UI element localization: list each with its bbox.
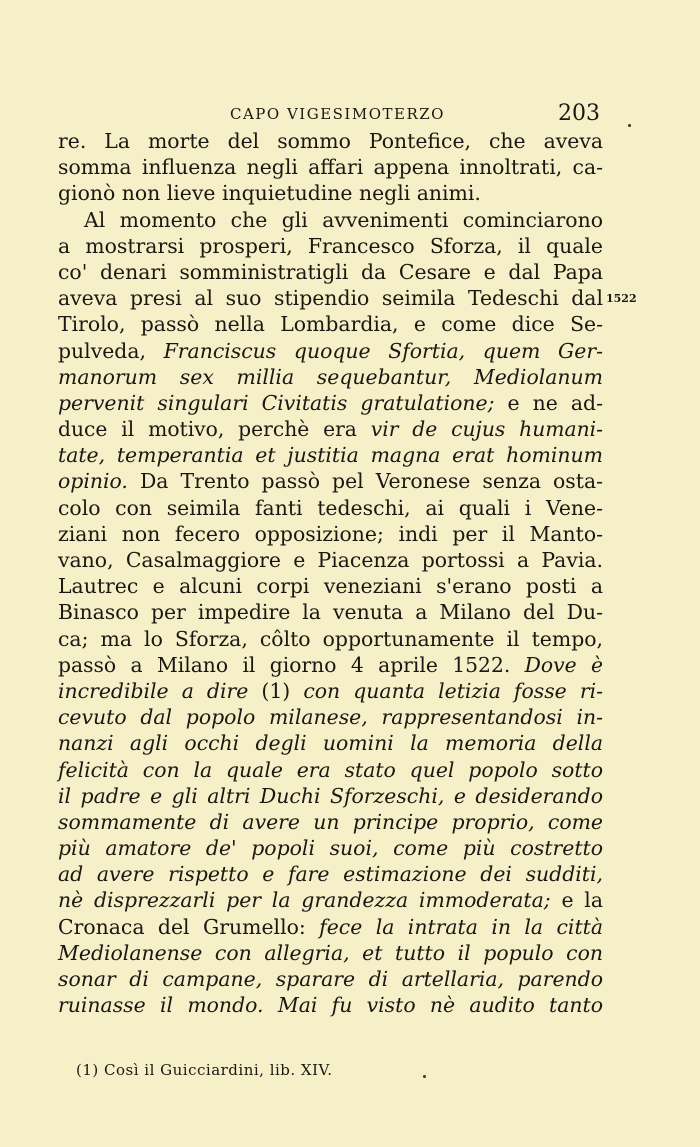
text-run: gionò non lieve inquietudine negli animi. (58, 181, 481, 206)
italic-quote: il padre e gli altri Duchi Sforzeschi, e desiderando (58, 783, 603, 808)
text-line (58, 809, 603, 835)
italic-quote: pervenit singulari Civitatis gratulatione; (58, 390, 495, 415)
text-line (58, 678, 603, 704)
text-line (58, 704, 603, 730)
text-line (58, 887, 603, 913)
text-line (58, 599, 603, 625)
text-run: Tirolo, passò nella Lombardia, e come dice Se- (58, 312, 603, 337)
text-line (58, 364, 603, 390)
text-line (58, 442, 603, 468)
text-line (58, 521, 603, 547)
text-line (58, 338, 603, 364)
text-run: vano, Casalmaggiore e Piacenza portossi a Pavia. (58, 548, 603, 572)
text-line (58, 966, 603, 992)
italic-quote: più amatore de' popoli suoi, come più costretto (58, 836, 603, 861)
text-run: e ne ad- (494, 390, 603, 415)
text-line (58, 861, 603, 887)
italic-quote: nanzi agli occhi degli uomini la memoria della (58, 731, 603, 756)
text-run: Al momento che gli avvenimenti cominciarono (84, 207, 603, 232)
text-run: Binasco per impedire la venuta a Milano del Du- (58, 600, 603, 625)
text-run: somma influenza negli affari appena innoltrati, ca- (58, 155, 603, 180)
text-run: Da Trento passò pel Veronese senza osta- (127, 469, 603, 494)
text-run: a mostrarsi prosperi, Francesco Sforza, il quale (58, 233, 603, 258)
text-line (58, 940, 603, 966)
italic-quote: manorum sex millia sequebantur, Mediolanum (58, 364, 603, 389)
text-run: aveva presi al suo stipendio seimila Tedeschi dal (58, 286, 603, 311)
text-line (58, 573, 603, 599)
footnote: (1) Così il Guicciardini, lib. XIV. (76, 1061, 333, 1079)
text-line (58, 285, 603, 311)
text-line (58, 495, 603, 521)
italic-quote: Dove è (524, 652, 603, 677)
text-run: Lautrec e alcuni corpi veneziani s'erano posti a (58, 574, 603, 599)
text-run: e la (550, 888, 603, 913)
text-line (58, 390, 603, 416)
text-run: re. La morte del sommo Pontefice, che aveva (58, 129, 603, 153)
text-line (58, 730, 603, 756)
text-run: ziani non fecero opposizione; indi per il Manto- (58, 521, 603, 546)
text-line (58, 233, 603, 259)
text-run: (1) (248, 678, 304, 703)
paper-speck (628, 124, 631, 127)
text-run: Cronaca del Grumello: (58, 914, 320, 939)
italic-quote: vir de cujus humani- (370, 417, 603, 442)
text-line (58, 992, 603, 1018)
text-run: pulveda, (58, 338, 164, 363)
text-line (58, 207, 603, 233)
text-line (58, 652, 603, 678)
italic-quote: fece la intrata in la città (319, 914, 603, 939)
text-run: co' denari somministratigli da Cesare e dal Papa (58, 259, 603, 284)
italic-quote: cevuto dal popolo milanese, rappresentandosi in- (58, 705, 603, 730)
text-run: colo con seimila fanti tedeschi, ai quali i Vene- (58, 495, 603, 520)
text-line (58, 547, 603, 573)
italic-quote: ruinasse il mondo. Mai fu visto nè audito tanto (58, 993, 603, 1018)
running-title: CAPO VIGESIMOTERZO (230, 105, 445, 123)
body-text (58, 128, 603, 1018)
running-head (58, 103, 600, 129)
text-line (58, 311, 603, 337)
text-line (58, 835, 603, 861)
italic-quote: sonar di campane, sparare di artellaria, parendo (58, 967, 603, 991)
text-line (58, 416, 603, 442)
page-number: 203 (558, 101, 600, 126)
text-run: duce il motivo, perchè era (58, 417, 371, 442)
text-line (58, 468, 603, 494)
text-line (58, 154, 603, 180)
text-line (58, 626, 603, 652)
text-line (58, 914, 603, 940)
text-line (58, 783, 603, 809)
italic-quote: Mediolanense con allegria, et tutto il populo con (58, 940, 603, 965)
italic-quote: felicità con la quale era stato quel popolo sotto (58, 757, 603, 782)
italic-quote: con quanta letizia fosse ri- (303, 678, 603, 703)
italic-quote: tate, temperantia et justitia magna erat hominum (58, 443, 603, 468)
text-line (58, 180, 603, 206)
italic-quote: ad avere rispetto e fare estimazione dei sudditi, (58, 862, 603, 887)
italic-quote: incredibile a dire (58, 678, 249, 703)
text-line (58, 128, 603, 154)
italic-quote: opinio. (58, 469, 128, 494)
paper-speck (423, 1075, 426, 1078)
italic-quote: Franciscus quoque Sfortia, quem Ger- (163, 338, 603, 363)
italic-quote: sommamente di avere un principe proprio, come (58, 809, 603, 834)
text-run: passò a Milano il giorno 4 aprile 1522. (58, 652, 525, 677)
text-line (58, 757, 603, 783)
italic-quote: nè disprezzarli per la grandezza immoderata; (58, 888, 551, 913)
text-run: ca; ma lo Sforza, côlto opportunamente il tempo, (58, 626, 603, 651)
text-line (58, 259, 603, 285)
margin-year-note: 1522 (606, 292, 637, 305)
